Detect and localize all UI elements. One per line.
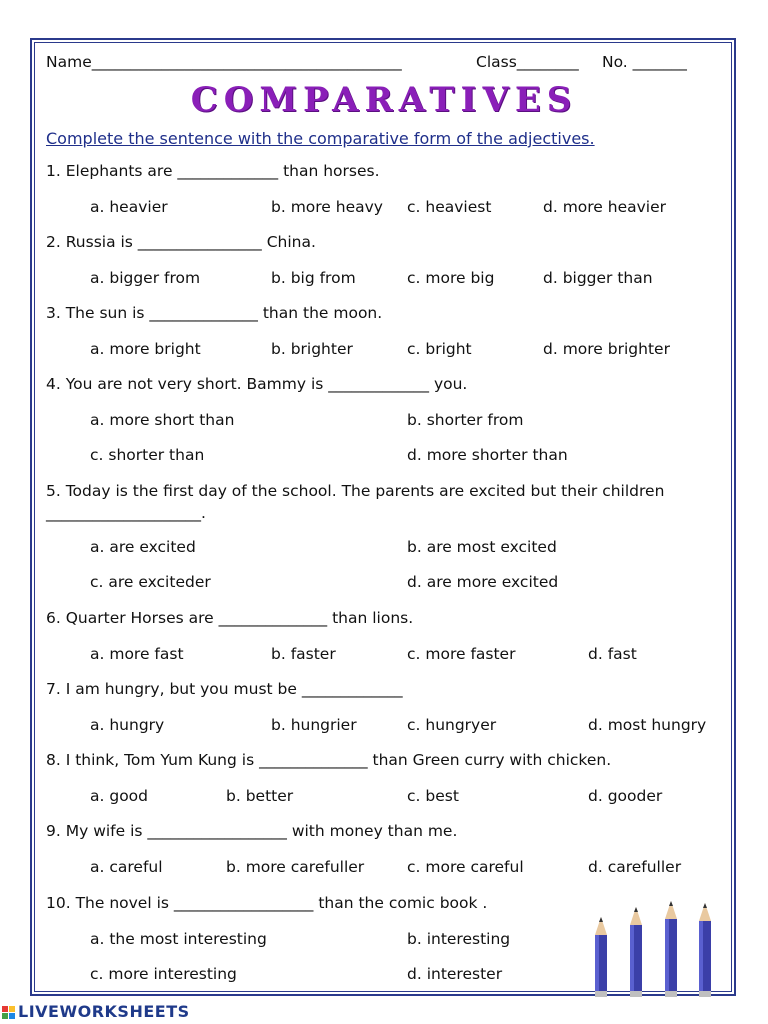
option-6d[interactable]: d. fast xyxy=(588,645,637,663)
option-7c[interactable]: c. hungryer xyxy=(407,716,497,734)
number-field-label[interactable]: No. _______ xyxy=(602,53,687,71)
question-4: 4. You are not very short. Bammy is _____________ you. xyxy=(46,375,468,393)
option-10d[interactable]: d. interester xyxy=(407,965,503,983)
brand-text: LIVEWORKSHEETS xyxy=(18,1002,190,1021)
liveworksheets-logo[interactable] xyxy=(2,1002,190,1022)
worksheet-title: COMPARATIVES xyxy=(190,80,578,120)
option-9d[interactable]: d. carefuller xyxy=(588,858,682,876)
option-2a[interactable]: a. bigger from xyxy=(90,269,201,287)
option-8a[interactable]: a. good xyxy=(90,787,148,805)
option-6a[interactable]: a. more fast xyxy=(90,645,184,663)
question-8: 8. I think, Tom Yum Kung is ______________ than Green curry with chicken. xyxy=(46,751,612,769)
option-1a[interactable]: a. heavier xyxy=(90,198,168,216)
option-8b[interactable]: b. better xyxy=(226,787,294,805)
question-1: 1. Elephants are _____________ than horses. xyxy=(46,162,380,180)
option-5c[interactable]: c. are exciteder xyxy=(90,573,211,591)
pencil-icon xyxy=(699,903,711,997)
option-4b[interactable]: b. shorter from xyxy=(407,411,524,429)
option-6c[interactable]: c. more faster xyxy=(407,645,516,663)
option-8d[interactable]: d. gooder xyxy=(588,787,663,805)
option-10b[interactable]: b. interesting xyxy=(407,930,511,948)
option-1c[interactable]: c. heaviest xyxy=(407,198,492,216)
pencil-icon xyxy=(630,907,642,997)
option-9a[interactable]: a. careful xyxy=(90,858,163,876)
pencil-icon xyxy=(665,901,677,997)
option-3a[interactable]: a. more bright xyxy=(90,340,201,358)
question-9: 9. My wife is __________________ with money than me. xyxy=(46,822,458,840)
option-10c[interactable]: c. more interesting xyxy=(90,965,237,983)
logo-grid-icon xyxy=(2,1006,15,1019)
question-5-blank: ____________________. xyxy=(46,504,206,522)
option-2d[interactable]: d. bigger than xyxy=(543,269,653,287)
name-field-label[interactable]: Name________________________________________ xyxy=(46,53,402,71)
option-7a[interactable]: a. hungry xyxy=(90,716,165,734)
instruction-text: Complete the sentence with the comparative form of the adjectives. xyxy=(46,129,595,148)
option-2b[interactable]: b. big from xyxy=(271,269,356,287)
question-2: 2. Russia is ________________ China. xyxy=(46,233,316,251)
option-6b[interactable]: b. faster xyxy=(271,645,336,663)
class-field-label[interactable]: Class________ xyxy=(476,53,579,71)
option-4a[interactable]: a. more short than xyxy=(90,411,235,429)
option-3b[interactable]: b. brighter xyxy=(271,340,353,358)
option-5d[interactable]: d. are more excited xyxy=(407,573,559,591)
option-3d[interactable]: d. more brighter xyxy=(543,340,670,358)
option-8c[interactable]: c. best xyxy=(407,787,459,805)
option-9c[interactable]: c. more careful xyxy=(407,858,524,876)
question-10: 10. The novel is __________________ than the comic book . xyxy=(46,894,488,912)
pencils-illustration xyxy=(585,895,725,1000)
option-5a[interactable]: a. are excited xyxy=(90,538,196,556)
option-4c[interactable]: c. shorter than xyxy=(90,446,205,464)
option-1d[interactable]: d. more heavier xyxy=(543,198,667,216)
option-7b[interactable]: b. hungrier xyxy=(271,716,357,734)
option-1b[interactable]: b. more heavy xyxy=(271,198,383,216)
option-7d[interactable]: d. most hungry xyxy=(588,716,707,734)
option-5b[interactable]: b. are most excited xyxy=(407,538,557,556)
question-5: 5. Today is the first day of the school. The parents are excited but their children xyxy=(46,482,665,500)
option-3c[interactable]: c. bright xyxy=(407,340,472,358)
option-4d[interactable]: d. more shorter than xyxy=(407,446,568,464)
question-7: 7. I am hungry, but you must be _____________ xyxy=(46,680,403,698)
option-10a[interactable]: a. the most interesting xyxy=(90,930,267,948)
option-9b[interactable]: b. more carefuller xyxy=(226,858,365,876)
question-6: 6. Quarter Horses are ______________ than lions. xyxy=(46,609,414,627)
question-3: 3. The sun is ______________ than the moon. xyxy=(46,304,383,322)
option-2c[interactable]: c. more big xyxy=(407,269,495,287)
pencil-icon xyxy=(595,917,607,997)
